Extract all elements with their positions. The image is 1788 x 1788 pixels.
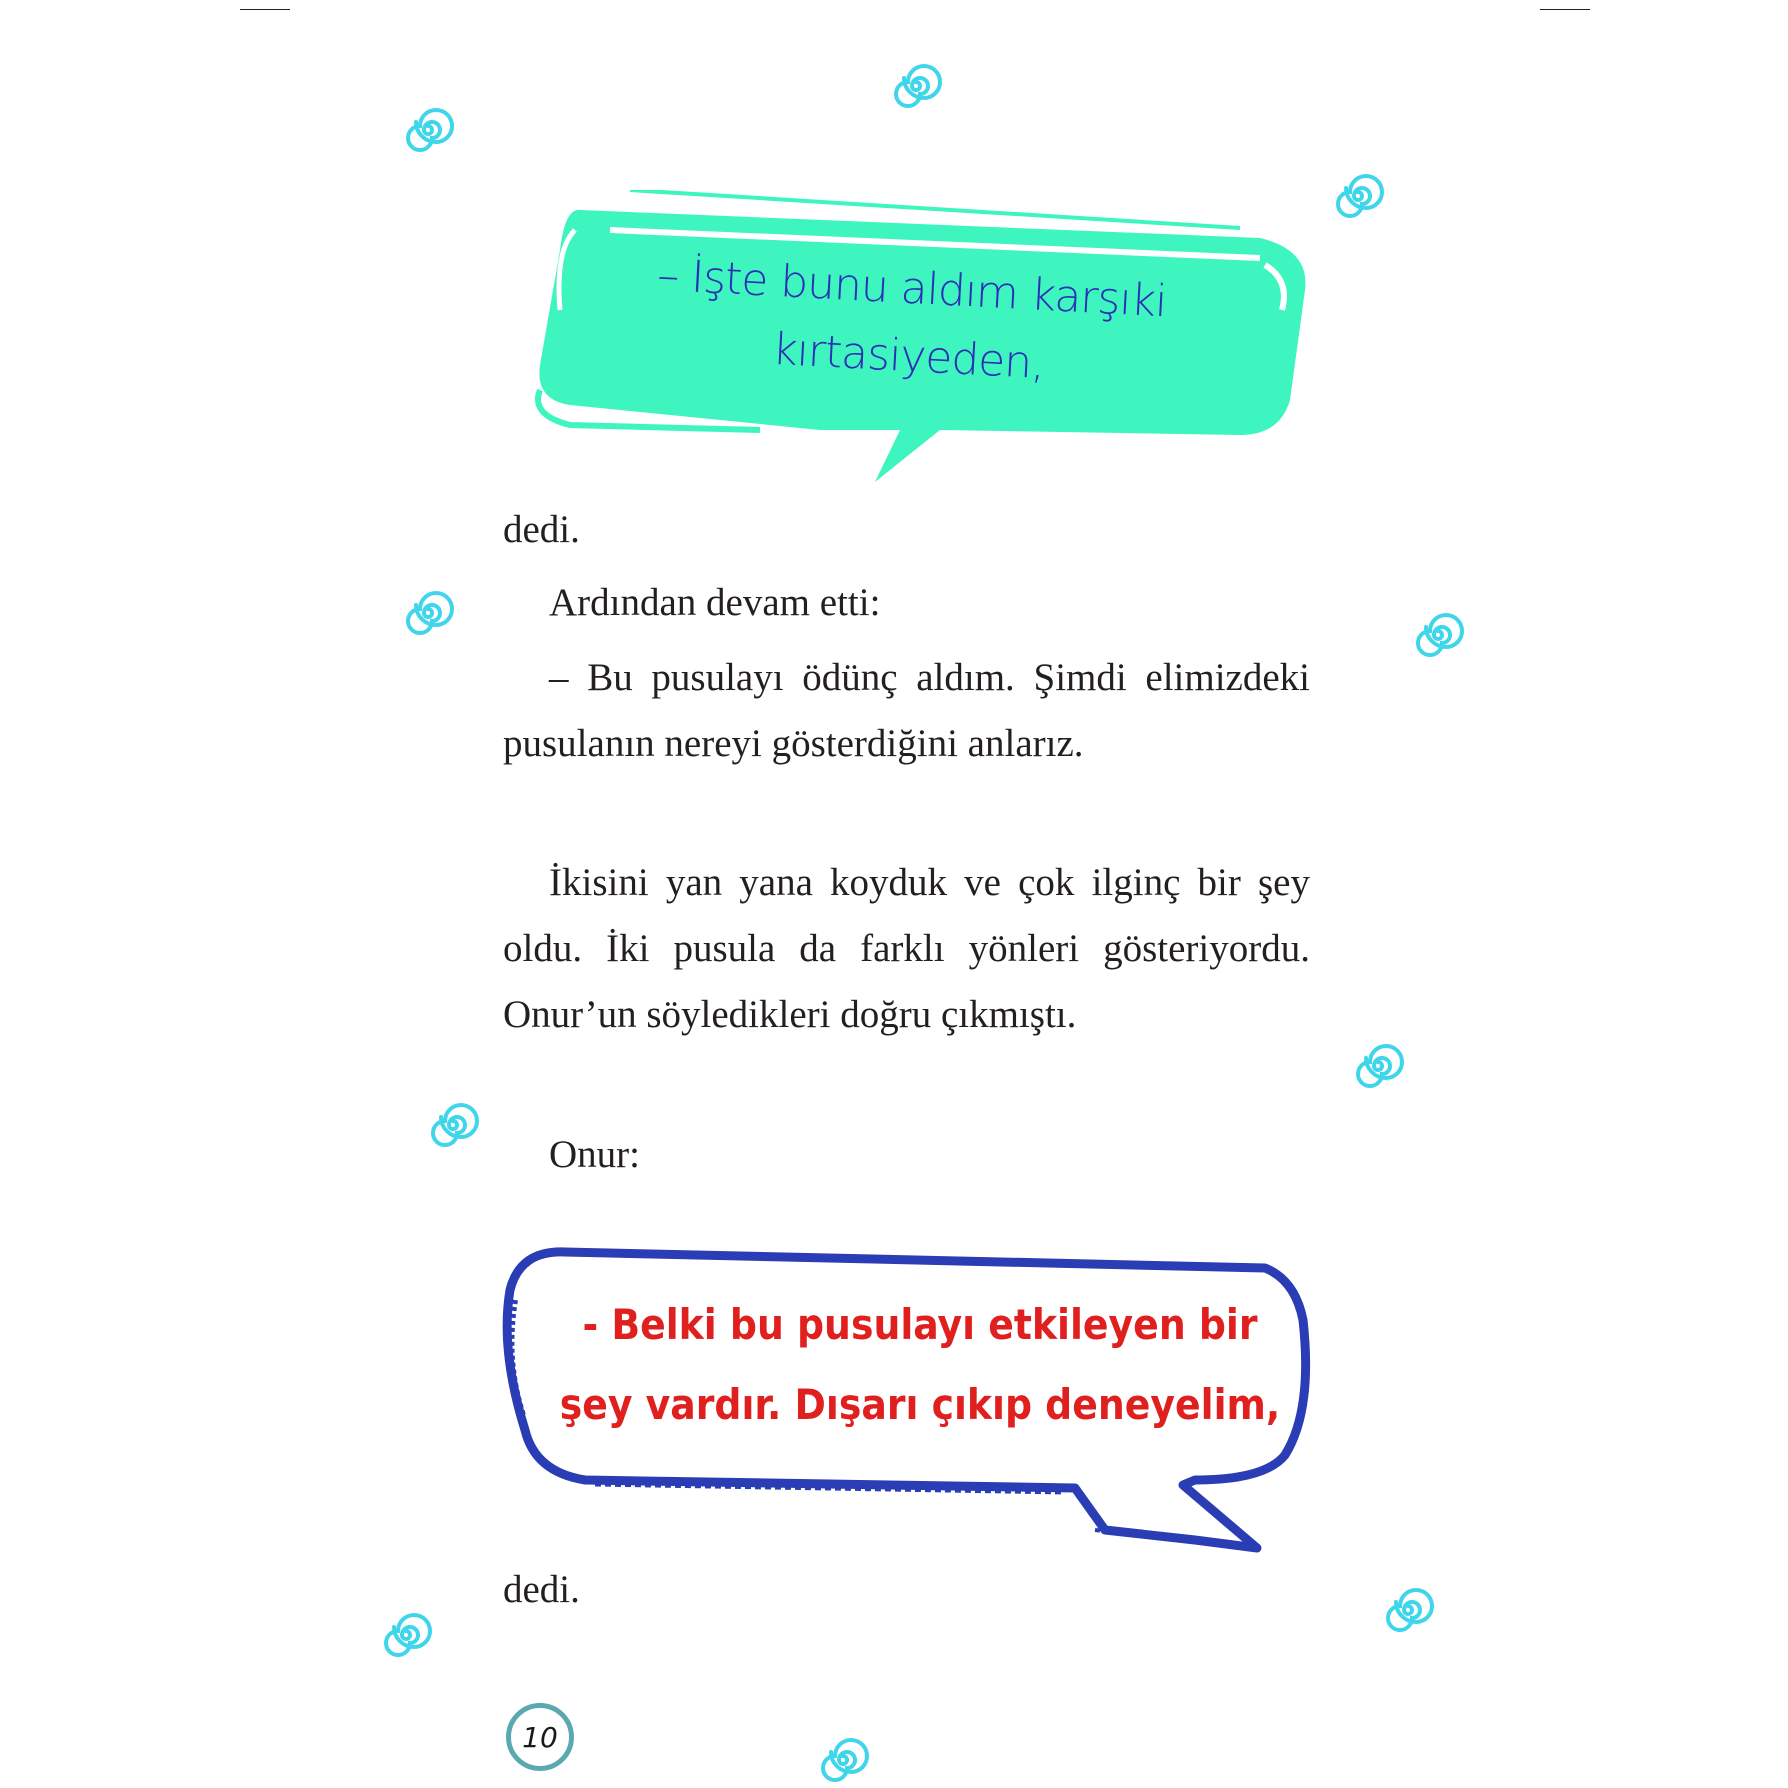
page-number: 10	[522, 1720, 558, 1754]
paragraph-pusula-odunc: – Bu pusulayı ödünç aldım. Şimdi elimizdeki pusulanın nereyi gösterdiğini anlarız.	[503, 656, 1310, 765]
teal-bubble-line-1: – İşte bunu aldım karşıki	[656, 249, 1168, 328]
swirl-icon	[1410, 607, 1466, 663]
swirl-icon	[1330, 168, 1386, 224]
page-number-badge	[506, 1703, 574, 1771]
paragraph-dedi-2: dedi.	[503, 1568, 580, 1611]
paragraph-dedi-1: dedi.	[503, 508, 580, 551]
swirl-icon	[888, 58, 944, 114]
teal-bubble-line-2: kırtasiyeden,	[771, 323, 1046, 390]
crop-mark-left	[240, 9, 290, 10]
blue-bubble-text	[550, 1285, 1290, 1445]
paragraph-ikisini: İkisini yan yana koyduk ve çok ilginç bir şey oldu. İki pusula da farklı yönleri gösteriyordu. Onur’un söyledikleri doğru çıkmıştı.	[503, 861, 1310, 1036]
swirl-icon	[815, 1732, 871, 1788]
paragraph-onur: Onur:	[549, 1133, 640, 1176]
swirl-icon	[1350, 1038, 1406, 1094]
swirl-icon	[400, 585, 456, 641]
swirl-icon	[400, 102, 456, 158]
swirl-icon	[425, 1097, 481, 1153]
swirl-icon	[1380, 1582, 1436, 1638]
paragraph-ardindan: Ardından devam etti:	[549, 581, 881, 624]
crop-mark-right	[1540, 9, 1590, 10]
blue-bubble-line-2: şey vardır. Dışarı çıkıp deneyelim,	[559, 1380, 1281, 1429]
blue-bubble-line-1: - Belki bu pusulayı etkileyen bir	[582, 1300, 1258, 1349]
swirl-icon	[378, 1607, 434, 1663]
